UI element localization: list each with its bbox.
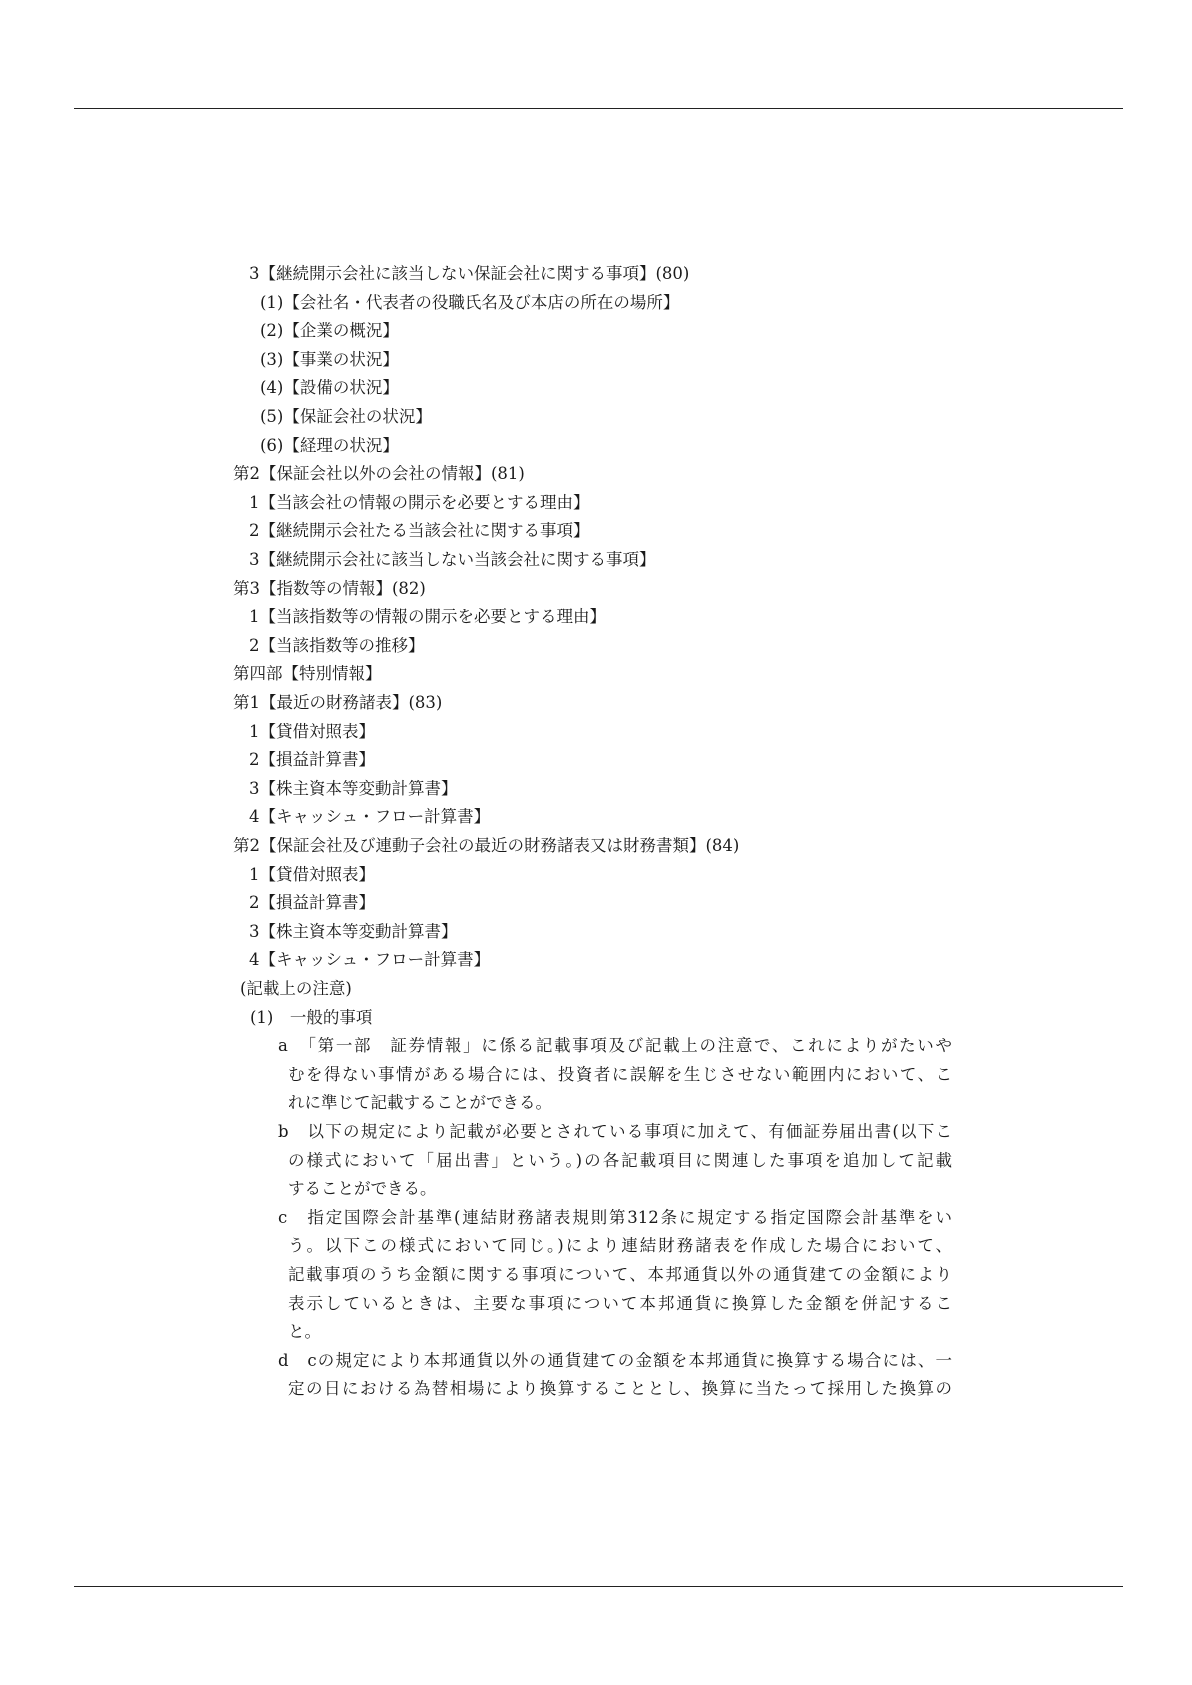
paragraph-line: 表示しているときは、主要な事項について本邦通貨に換算した金額を併記するこ: [288, 1293, 952, 1313]
toc-entry: (2)【企業の概況】: [260, 321, 399, 341]
toc-entry: 1【貸借対照表】: [249, 721, 375, 741]
notes-subheading: (1) 一般的事項: [250, 1007, 373, 1027]
toc-entry: 3【株主資本等変動計算書】: [249, 778, 458, 798]
paragraph-line: と。: [288, 1322, 321, 1342]
footer-rule: [74, 1586, 1123, 1587]
toc-entry: 第2【保証会社以外の会社の情報】(81): [233, 464, 525, 484]
toc-entry: 3【継続開示会社に該当しない保証会社に関する事項】(80): [249, 264, 690, 283]
paragraph-line: b 以下の規定により記載が必要とされている事項に加えて、有価証券届出書(以下こ: [278, 1122, 952, 1141]
toc-entry: 第1【最近の財務諸表】(83): [233, 693, 443, 712]
paragraph-line: c 指定国際会計基準(連結財務諸表規則第312条に規定する指定国際会計基準をい: [278, 1207, 952, 1227]
toc-entry: (5)【保証会社の状況】: [260, 407, 432, 426]
toc-entry: 1【貸借対照表】: [249, 864, 375, 884]
paragraph-line: の様式において「届出書」という。)の各記載項目に関連した事項を追加して記載: [288, 1150, 952, 1170]
header-rule: [74, 108, 1123, 109]
paragraph-line: れに準じて記載することができる。: [288, 1093, 552, 1113]
toc-entry: 4【キャッシュ・フロー計算書】: [249, 950, 491, 970]
toc-entry: (3)【事業の状況】: [260, 349, 399, 369]
toc-entry: 2【当該指数等の推移】: [249, 635, 425, 655]
toc-entry: (4)【設備の状況】: [260, 378, 399, 398]
toc-entry: 2【損益計算書】: [249, 750, 375, 770]
toc-entry: 3【継続開示会社に該当しない当該会社に関する事項】: [249, 550, 656, 569]
toc-entry: 2【損益計算書】: [249, 893, 375, 913]
toc-entry: 1【当該指数等の情報の開示を必要とする理由】: [249, 607, 606, 627]
paragraph-line: 記載事項のうち金額に関する事項について、本邦通貨以外の通貨建ての金額により: [288, 1264, 952, 1284]
toc-entry: 1【当該会社の情報の開示を必要とする理由】: [249, 492, 590, 512]
notes-heading: (記載上の注意): [240, 979, 352, 998]
toc-entry: 第四部【特別情報】: [233, 664, 382, 684]
paragraph-line: することができる。: [288, 1179, 437, 1199]
toc-entry: 第3【指数等の情報】(82): [233, 578, 426, 598]
note-paragraph: [278, 1118, 952, 1204]
paragraph-line: d cの規定により本邦通貨以外の通貨建ての金額を本邦通貨に換算する場合には、一: [278, 1350, 952, 1370]
toc-entry: 3【株主資本等変動計算書】: [249, 921, 458, 941]
paragraph-line: 定の日における為替相場により換算することとし、換算に当たって採用した換算の: [288, 1379, 952, 1399]
toc-entry: 第2【保証会社及び連動子会社の最近の財務諸表又は財務書類】(84): [233, 836, 740, 855]
paragraph-line: う。以下この様式において同じ。)により連結財務諸表を作成した場合において、: [288, 1236, 952, 1256]
paragraph-line: むを得ない事情がある場合には、投資者に誤解を生じさせない範囲内において、こ: [288, 1064, 952, 1084]
note-paragraph: [278, 1204, 952, 1347]
toc-entry: (1)【会社名・代表者の役職氏名及び本店の所在の場所】: [260, 292, 680, 312]
note-paragraph: [278, 1347, 952, 1404]
paragraph-line: a 「第一部 証券情報」に係る記載事項及び記載上の注意で、これによりがたいや: [278, 1036, 952, 1056]
toc-entry: 4【キャッシュ・フロー計算書】: [249, 807, 491, 827]
note-paragraph: [278, 1032, 952, 1118]
toc-entry: 2【継続開示会社たる当該会社に関する事項】: [249, 521, 590, 541]
toc-entry: (6)【経理の状況】: [260, 435, 399, 455]
